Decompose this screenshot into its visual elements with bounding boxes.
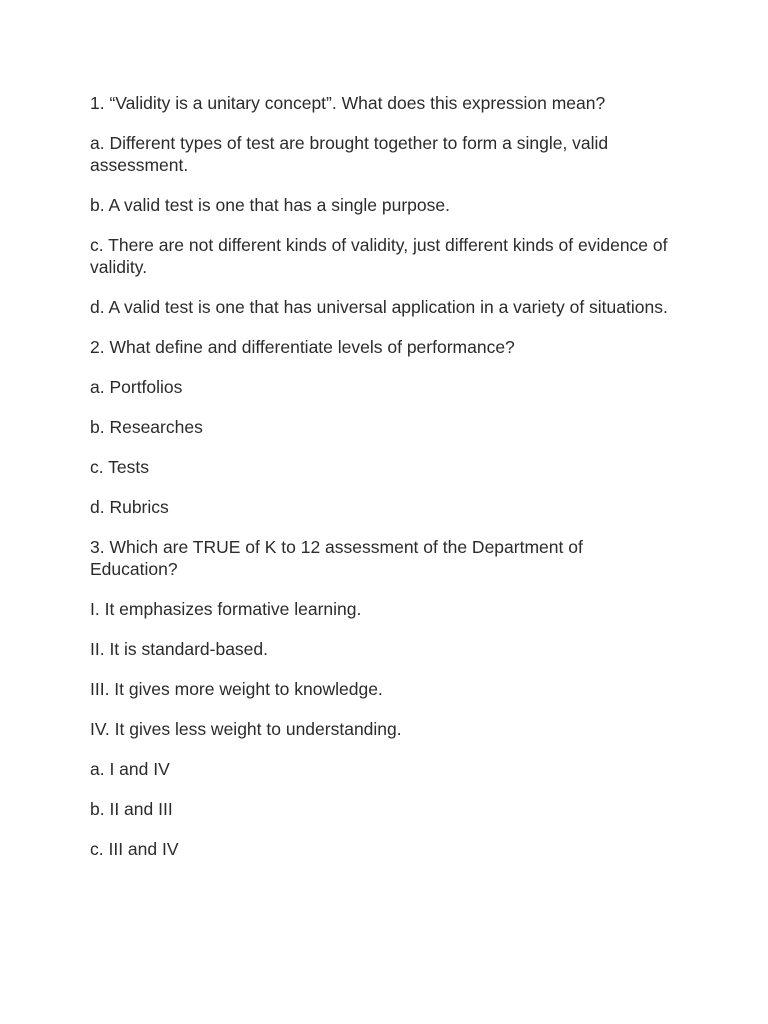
document-body [90,92,670,878]
question-1-prompt: 1. “Validity is a unitary concept”. What does this expression mean? [90,93,606,113]
question-2-option-c: c. Tests [90,457,150,477]
question-2-option-d: d. Rubrics [90,497,169,517]
question-1-option-c: c. There are not different kinds of validity, just different kinds of evidence of validity. [90,235,668,277]
question-3-statement-iv: IV. It gives less weight to understanding. [90,719,402,739]
question-3-option-a: a. I and IV [90,759,170,779]
question-3-option-b: b. II and III [90,799,173,819]
question-3-prompt: 3. Which are TRUE of K to 12 assessment of the Department of Education? [90,537,583,579]
question-3-statement-i: I. It emphasizes formative learning. [90,599,362,619]
question-1-option-d: d. A valid test is one that has universal application in a variety of situations. [90,297,668,317]
question-3-statement-iii: III. It gives more weight to knowledge. [90,679,383,699]
question-1-option-b: b. A valid test is one that has a single purpose. [90,195,450,215]
question-2-option-b: b. Researches [90,417,203,437]
question-3-statement-ii: II. It is standard-based. [90,639,269,659]
question-2-prompt: 2. What define and differentiate levels of performance? [90,337,515,357]
question-3-option-c: c. III and IV [90,839,179,859]
question-2-option-a: a. Portfolios [90,377,183,397]
question-1-option-a: a. Different types of test are brought together to form a single, valid assessment. [90,133,609,175]
